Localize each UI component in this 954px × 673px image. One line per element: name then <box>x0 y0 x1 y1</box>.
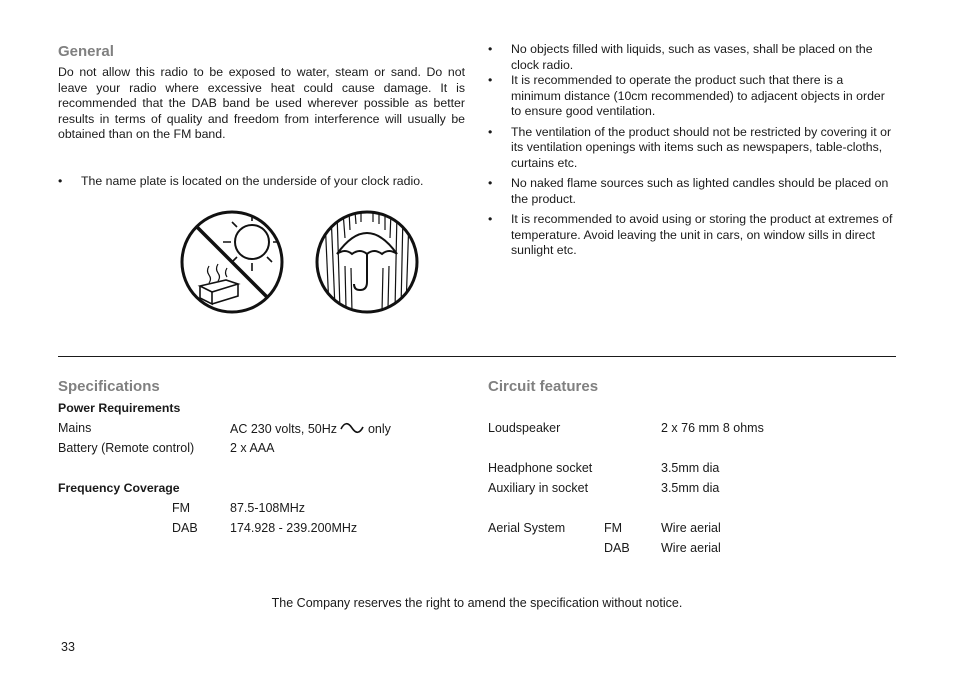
page-number: 33 <box>61 640 75 654</box>
general-paragraph: Do not allow this radio to be exposed to water, steam or sand. Do not leave your radio where excessive heat could cause damage. It is recommended that the DAB band be used wherever possible as better results in terms of quality and freedom from interference will usually be obtained than on the FM band. <box>58 65 465 141</box>
safety-bullet-liquids: • No objects filled with liquids, such as vases, shall be placed on the clock radio. <box>488 42 896 73</box>
mains-label: Mains <box>58 421 92 435</box>
dab-value: 174.928 - 239.200MHz <box>230 521 358 535</box>
auxiliary-socket-value: 3.5mm dia <box>661 481 720 495</box>
circuit-features-heading: Circuit features <box>488 378 599 395</box>
headphone-socket-value: 3.5mm dia <box>661 461 720 475</box>
auxiliary-socket-label: Auxiliary in socket <box>488 481 589 495</box>
company-notice: The Company reserves the right to amend the specification without notice. <box>271 596 683 610</box>
fm-label: FM <box>172 501 191 515</box>
fm-value: 87.5-108MHz <box>230 501 306 515</box>
mains-value-text: AC 230 volts, 50Hz <box>230 422 337 436</box>
mains-value-suffix: only <box>367 422 391 436</box>
battery-value: 2 x AAA <box>230 441 275 455</box>
aerial-dab-label: DAB <box>604 541 630 555</box>
loudspeaker-label: Loudspeaker <box>488 421 561 435</box>
safety-bullet-temperature: • It is recommended to avoid using or storing the product at extremes of temperature. Avoid leaving the unit in cars, on window sills in direct sunlight etc. <box>488 212 896 259</box>
name-plate-list <box>58 174 468 190</box>
ac-wave-icon <box>340 421 364 435</box>
specifications-heading: Specifications <box>58 378 160 395</box>
safety-bullet-list <box>488 42 896 259</box>
power-requirements-heading: Power Requirements <box>58 401 181 415</box>
dab-label: DAB <box>172 521 198 535</box>
rain-umbrella-icon <box>313 208 421 316</box>
section-divider <box>58 356 896 357</box>
no-heat-sun-icon <box>178 208 286 316</box>
mains-value <box>230 421 391 436</box>
frequency-coverage-heading: Frequency Coverage <box>58 481 180 495</box>
name-plate-note: • The name plate is located on the underside of your clock radio. <box>58 174 468 190</box>
safety-bullet-ventilation: • The ventilation of the product should not be restricted by covering it or its ventilation openings with items such as newspapers, table-cloths, curtains etc. <box>488 125 896 172</box>
aerial-system-label: Aerial System <box>488 521 566 535</box>
safety-bullet-distance: • It is recommended to operate the product such that there is a minimum distance (10cm recommended) to adjacent objects in order to ensure good ventilation. <box>488 73 896 120</box>
aerial-fm-label: FM <box>604 521 623 535</box>
safety-bullet-flame: • No naked flame sources such as lighted candles should be placed on the product. <box>488 176 896 207</box>
headphone-socket-label: Headphone socket <box>488 461 593 475</box>
aerial-fm-value: Wire aerial <box>661 521 721 535</box>
general-heading: General <box>58 43 114 60</box>
battery-label: Battery (Remote control) <box>58 441 195 455</box>
loudspeaker-value: 2 x 76 mm 8 ohms <box>661 421 764 435</box>
aerial-dab-value: Wire aerial <box>661 541 721 555</box>
